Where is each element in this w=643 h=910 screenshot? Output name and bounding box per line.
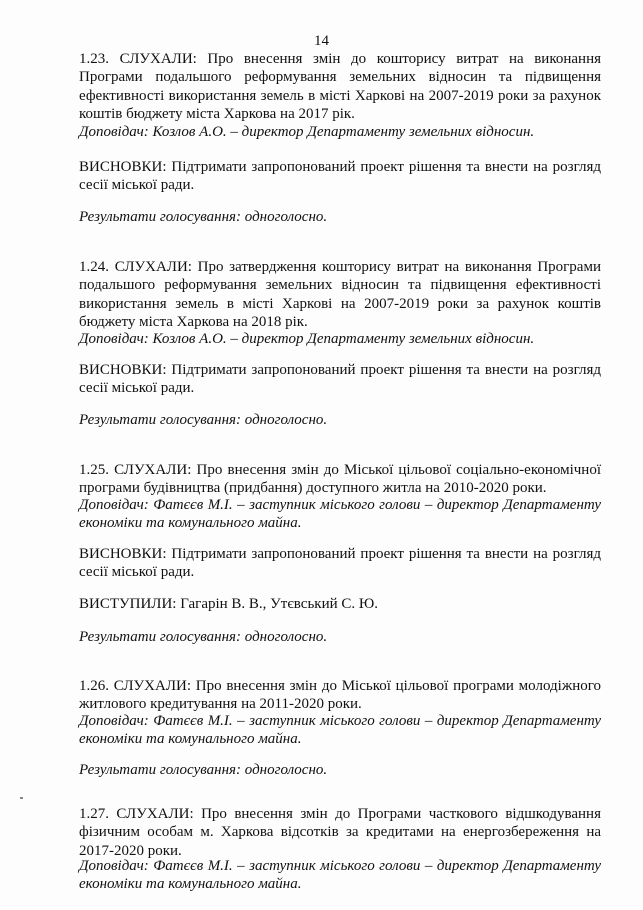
item-1-27-speaker: Доповідач: Фатєєв М.І. – заступник міського голови – директор Департаменту економіки та комунального майна.	[79, 858, 601, 893]
item-1-26-votes: Результати голосування: одноголосно.	[79, 762, 328, 778]
item-1-25-conclusions: ВИСНОВКИ: Підтримати запропонований проект рішення та внести на розгляд сесії міської ради.	[79, 546, 601, 581]
item-1-24-conclusions: ВИСНОВКИ: Підтримати запропонований проект рішення та внести на розгляд сесії міської ради.	[79, 362, 601, 397]
item-1-26-heard: 1.26. СЛУХАЛИ: Про внесення змін до Міської цільової програми молодіжного житлового кредитування на 2011-2020 роки.	[79, 678, 601, 713]
item-1-23-votes: Результати голосування: одноголосно.	[79, 209, 328, 225]
item-1-23-speaker: Доповідач: Козлов А.О. – директор Департаменту земельних відносин.	[79, 124, 535, 140]
item-1-24-speaker: Доповідач: Козлов А.О. – директор Департаменту земельних відносин.	[79, 331, 535, 347]
item-1-24-heard: 1.24. СЛУХАЛИ: Про затвердження кошторису витрат на виконання Програми подальшого реформування земельних відносин та підвищення ефективності використання земель в місті Харкові на 2007-2019 роки за рахунок коштів бюджету міста Харкова на 2018 рік.	[79, 259, 601, 330]
scan-speck	[20, 797, 23, 799]
item-1-25-speaker: Доповідач: Фатєєв М.І. – заступник міського голови – директор Департаменту економіки та комунального майна.	[79, 497, 601, 532]
item-1-24-votes: Результати голосування: одноголосно.	[79, 412, 328, 428]
page-number: 14	[314, 33, 329, 49]
item-1-25-heard: 1.25. СЛУХАЛИ: Про внесення змін до Міської цільової соціально-економічної програми будівництва (придбання) доступного житла на 2010-2020 роки.	[79, 462, 601, 497]
item-1-23-conclusions: ВИСНОВКИ: Підтримати запропонований проект рішення та внести на розгляд сесії міської ради.	[79, 159, 601, 194]
item-1-26-speaker: Доповідач: Фатєєв М.І. – заступник міського голови – директор Департаменту економіки та комунального майна.	[79, 713, 601, 748]
item-1-23-heard: 1.23. СЛУХАЛИ: Про внесення змін до кошторису витрат на виконання Програми подальшого реформування земельних відносин та підвищення ефективності використання земель в місті Харкові на 2007-2019 роки за рахунок коштів бюджету міста Харкова на 2017 рік.	[79, 51, 601, 122]
item-1-27-heard: 1.27. СЛУХАЛИ: Про внесення змін до Програми часткового відшкодування фізичним особам м. Харкова відсотків за кредитами на енергозбереження на 2017-2020 роки.	[79, 806, 601, 859]
item-1-25-votes: Результати голосування: одноголосно.	[79, 629, 328, 645]
item-1-25-speakers: ВИСТУПИЛИ: Гагарін В. В., Утєвський С. Ю.	[79, 596, 379, 612]
